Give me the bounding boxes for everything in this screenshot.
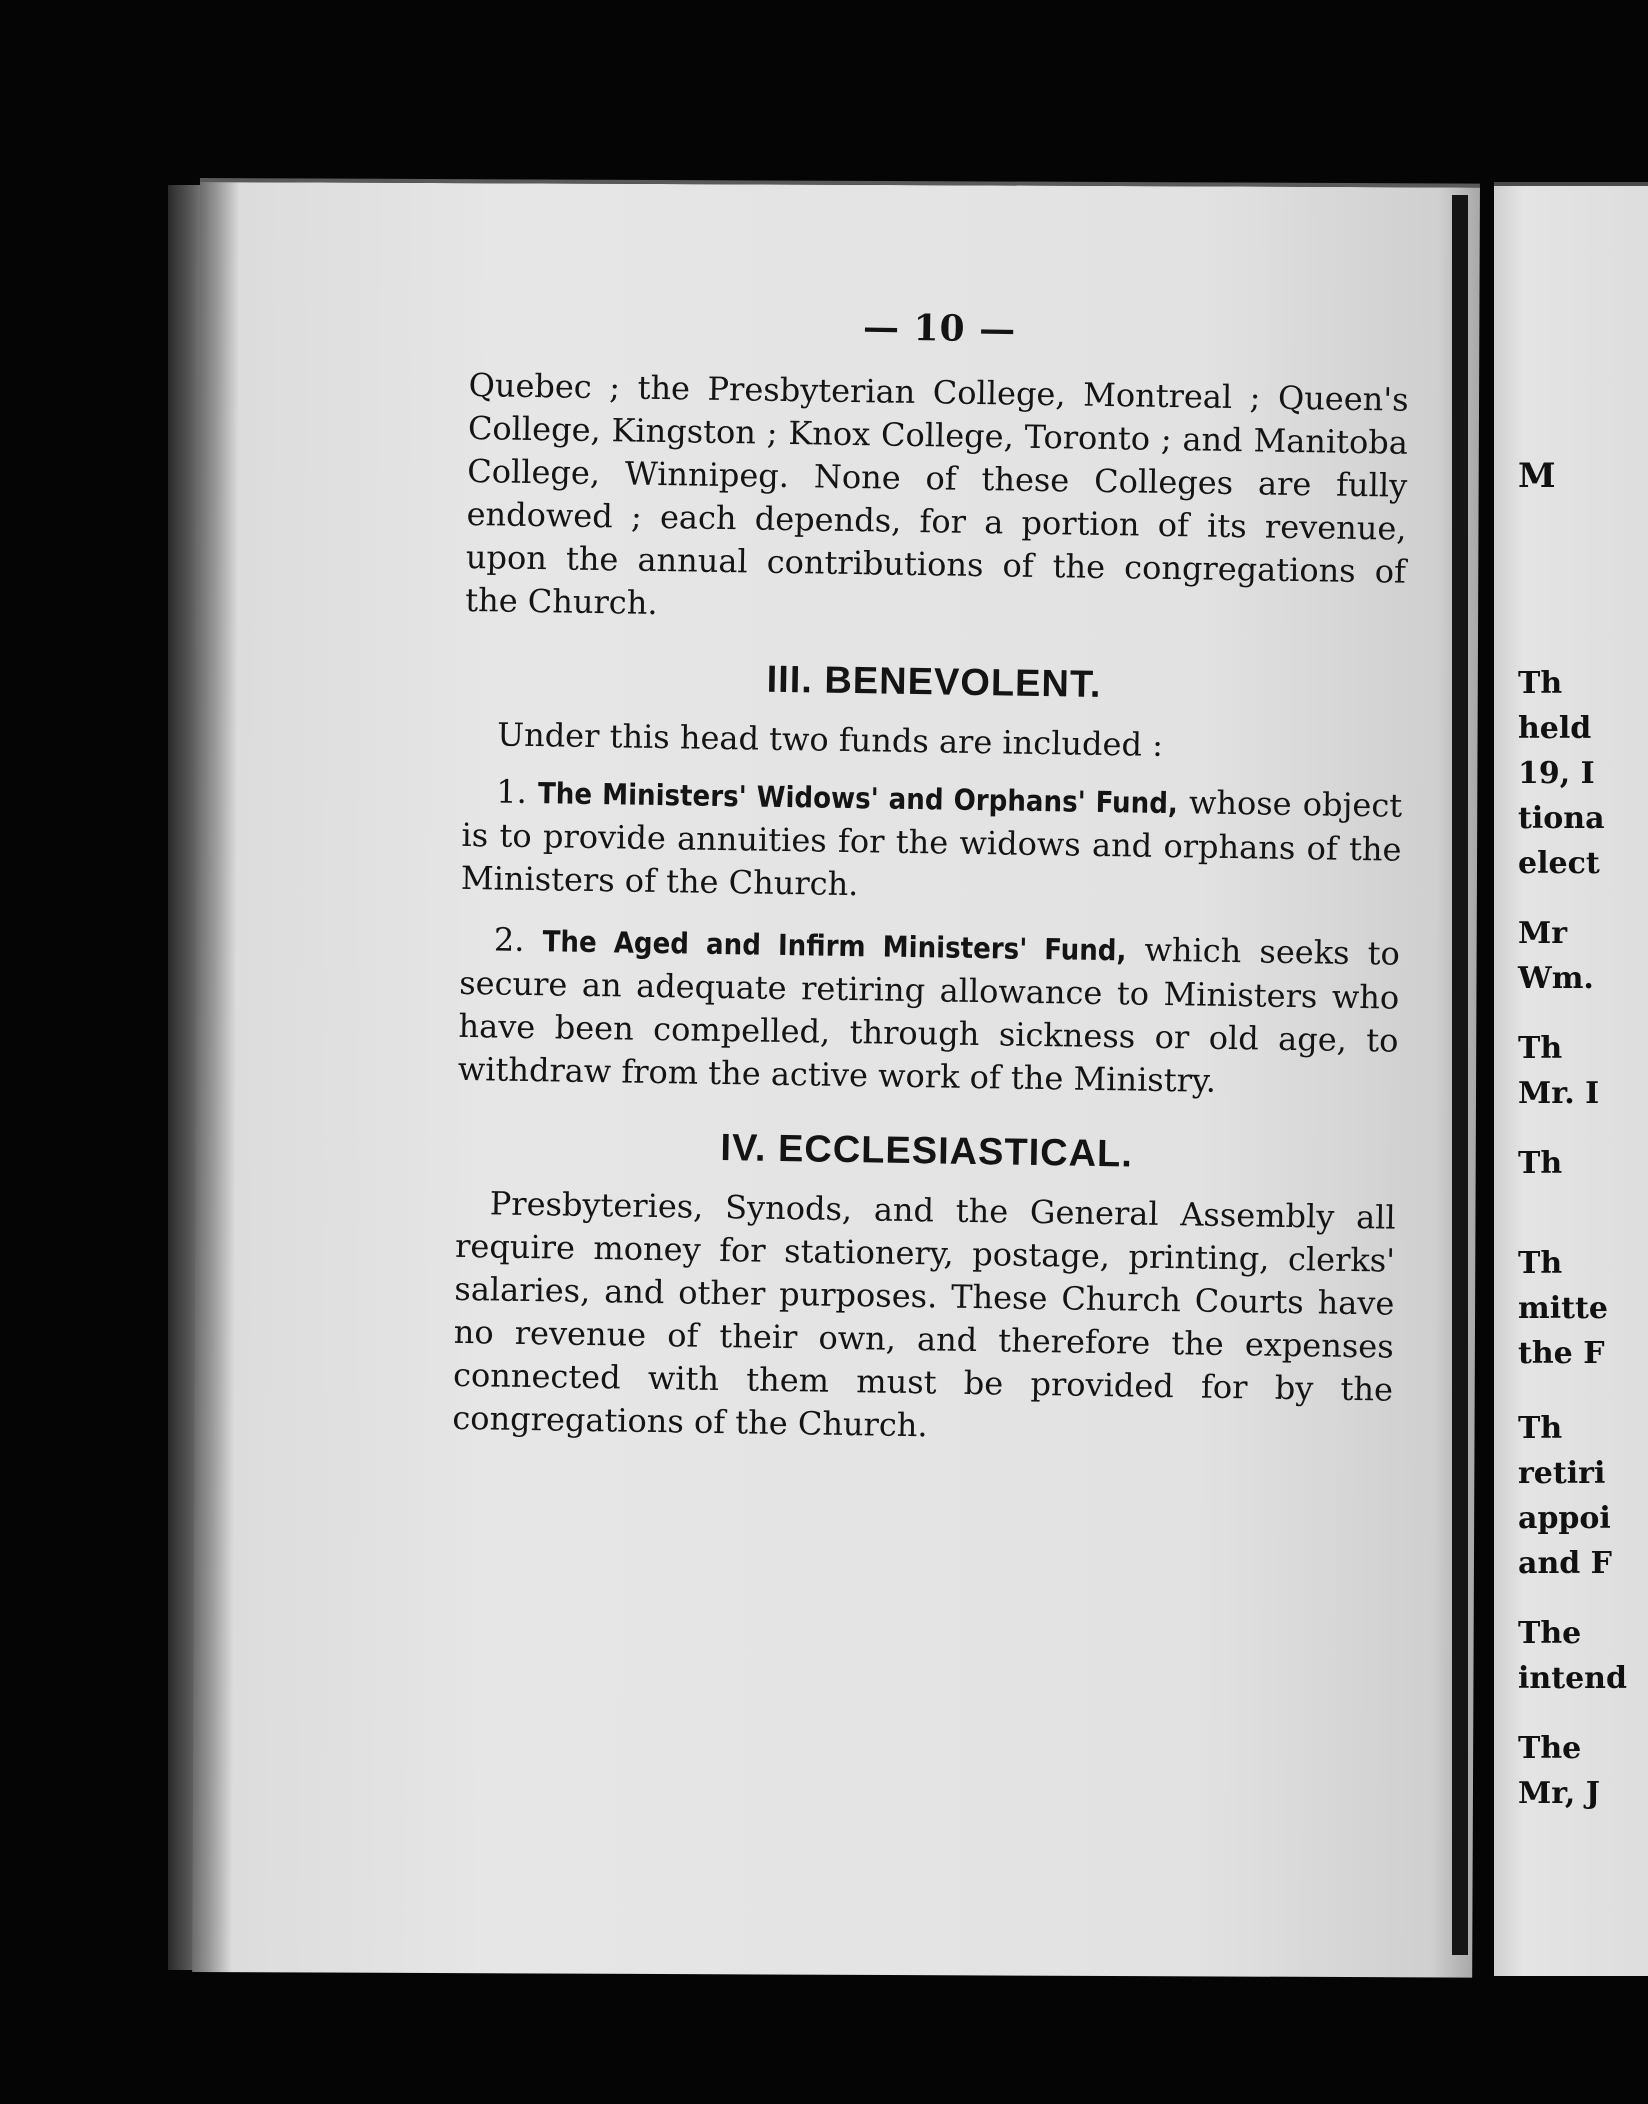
right-page-fragment: Wm. bbox=[1518, 961, 1594, 996]
section-heading-benevolent: III. BENEVOLENT. bbox=[766, 658, 1102, 706]
ecclesiastical-paragraph: Presbyteries, Synods, and the General Assembly all require money for stationery, postage, printing, clerks' salaries, and other purposes. These Church Courts have no revenue of their own, and therefore the expenses connected with them must be provided for by the congregations of the Church. bbox=[452, 1184, 1396, 1445]
right-page-fragment: Mr bbox=[1518, 916, 1568, 951]
right-page-fragment: Mr. I bbox=[1518, 1076, 1600, 1111]
fund-item-1 bbox=[461, 770, 1403, 915]
right-page bbox=[1494, 182, 1648, 1976]
right-page-fragment: held bbox=[1518, 711, 1592, 746]
fund-item-2 bbox=[458, 918, 1401, 1106]
right-page-fragment: Th bbox=[1518, 1246, 1563, 1281]
right-page-fragment: Th bbox=[1518, 1146, 1563, 1181]
right-page-fragment: Th bbox=[1518, 666, 1563, 701]
right-page-fragment: tiona bbox=[1518, 801, 1605, 836]
right-page-fragment: Mr, J bbox=[1518, 1776, 1600, 1811]
fund-title: The Ministers' Widows' and Orphans' Fund, bbox=[537, 776, 1179, 821]
page-content bbox=[452, 300, 1410, 1455]
right-page-fragment: Th bbox=[1518, 1411, 1563, 1446]
right-page-fragment: and F bbox=[1518, 1546, 1612, 1581]
right-page-fragment: mitte bbox=[1518, 1291, 1608, 1326]
right-page-fragment: Th bbox=[1518, 1031, 1563, 1066]
right-page-fragment: 19, I bbox=[1518, 756, 1595, 791]
right-page-fragment: M bbox=[1518, 456, 1556, 496]
section-lead: Under this head two funds are included : bbox=[496, 715, 1164, 764]
intro-paragraph: Quebec ; the Presbyterian College, Montreal ; Queen's College, Kingston ; Knox College, Toronto ; and Manitoba College, Winnipeg. None of these Colleges are fully endowed ; each depends, for a portion of its revenue, upon the annual contributions of the congregations of the Church. bbox=[464, 365, 1409, 622]
fund-title: The Aged and Infirm Ministers' Fund, bbox=[542, 924, 1127, 968]
right-page-fragment: intend bbox=[1518, 1661, 1627, 1696]
item-number: 2. bbox=[493, 920, 525, 959]
item-number: 1. bbox=[495, 772, 528, 811]
right-page-fragment: appoi bbox=[1518, 1501, 1611, 1536]
right-page-fragment: retiri bbox=[1518, 1456, 1606, 1491]
right-page-fragment: the F bbox=[1518, 1336, 1605, 1371]
section-heading-ecclesiastical: IV. ECCLESIASTICAL. bbox=[720, 1127, 1134, 1176]
right-page-fragment: elect bbox=[1518, 846, 1600, 881]
right-page-fragment: The bbox=[1518, 1731, 1582, 1766]
gutter-divider bbox=[1452, 195, 1468, 1955]
right-page-fragment: The bbox=[1518, 1616, 1582, 1651]
page-number: — 10 — bbox=[862, 306, 1017, 351]
fund-description: which seeks to secure an adequate retiring allowance to Ministers who have been compelled, through sickness or old age, to withdraw from the active work of the Ministry. bbox=[457, 930, 1401, 1100]
fund-description: whose object is to provide annuities for the widows and orphans of the Ministers of the Church. bbox=[460, 783, 1403, 904]
